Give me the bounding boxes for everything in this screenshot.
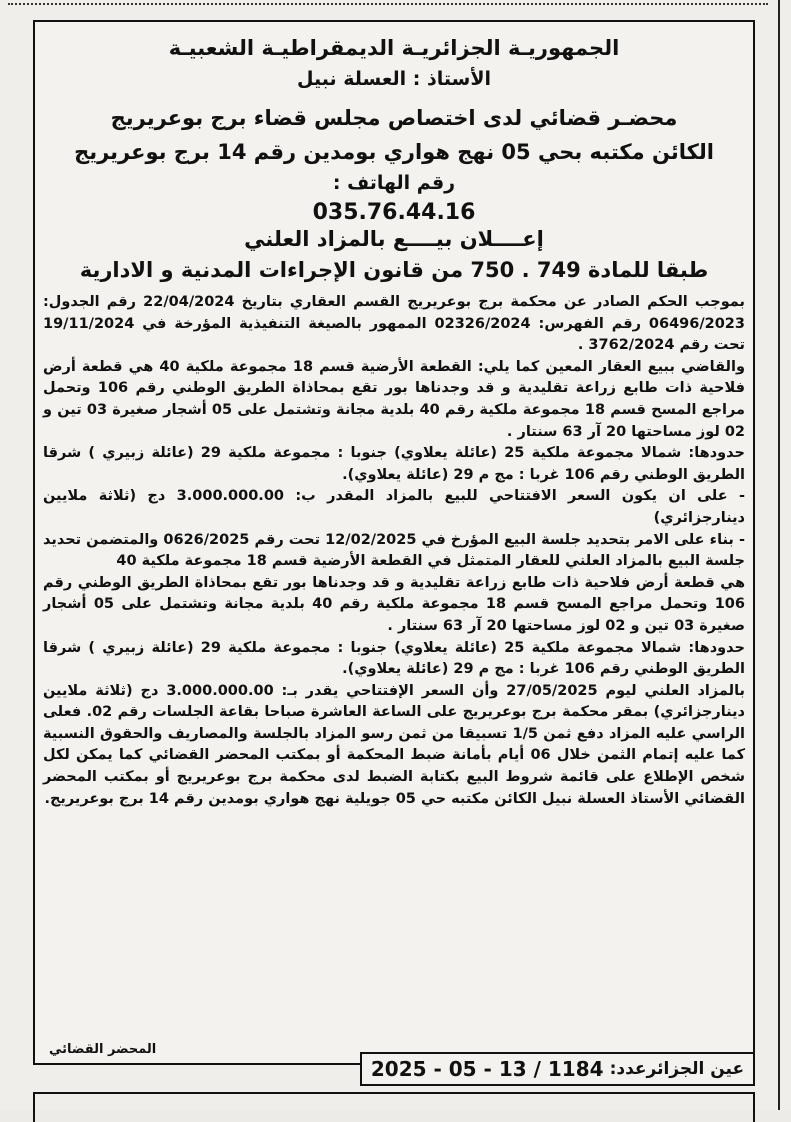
top-dotted-rule [8, 3, 768, 5]
sale-session-order: - بناء على الامر بتحديد جلسة البيع المؤرخ في 12/02/2025 تحت رقم 0626/2025 والمتضمن تحديد جلسة البيع بالمزاد العلني للعقار المتمثل في القطعة الأرضية قسم 18 مجموعة ملكية 40 [43, 531, 745, 570]
notice-body [43, 292, 745, 810]
notice-title: إعــــلان بيــــع بالمزاد العلني [244, 227, 544, 251]
property-description: والقاضي ببيع العقار المعين كما يلي: القطعة الأرضية قسم 18 مجموعة ملكية 40 هي قطعة أرض فلاحية ذات طابع زراعة تقليدية و قد وجدناها بور تقع بمحاذاة الطريق الوطني رقم 106 وتحمل مراجع المسح قسم 18 مجموعة ملكية رقم 40 بلدية مجانة وتشتمل على 05 أشجار صغيرة 03 تين و 02 لوز مساحتها 20 آر 63 سنتار . [43, 358, 746, 440]
phone-label: رقم الهاتف : [332, 172, 456, 194]
reference-number: 2025 - 05 - 13 / 1184 [370, 1057, 604, 1081]
phone-number: 035.76.44.16 [312, 200, 476, 225]
signature: المحضر القضائي [49, 1042, 157, 1057]
judgment-paragraph: بموجب الحكم الصادر عن محكمة برج بوعريريج القسم العقاري بتاريخ 22/04/2024 رقم الجدول: 06496/2023 رقم الفهرس: 02326/2024 الممهور بالصيغة التنفيذية المؤرخة في 19/11/2024 تحت رقم 3762/2024 . [43, 294, 745, 354]
column-rule [778, 0, 780, 1110]
next-notice-box [33, 1092, 755, 1122]
property-boundaries-repeat: حدودها: شمالا مجموعة ملكية 25 (عائلة يعلاوي) جنوبا : مجموعة ملكية 29 (عائلة زبيري ) شرقا الطريق الوطني رقم 106 غربا : مج م 29 (عائلة يعلاوي). [43, 639, 745, 678]
office-address: الكائن مكتبه بحي 05 نهج هواري بومدين رقم 14 برج بوعريريج [74, 140, 714, 164]
auction-terms: بالمزاد العلني ليوم 27/05/2025 وأن السعر الإفتتاحي يقدر بـ: 3.000.000.00 دج (ثلاثة ملايين دينارجزائري) بمقر محكمة برج بوعريريج على الساعة العاشرة صباحا بقاعة الجلسات رقم 02. فعلى الراسي عليه المزاد دفع ثمن 1/5 تسبيقا من ثمن رسو المزاد بالجلسة والمصاريف والحقوق النسبية كما عليه إتمام الثمن خلال 06 أيام بأمانة ضبط المحكمة أو بمكتب المحضر القضائي كما يمكن لكل شخص الإطلاع على قائمة شروط البيع بكتابة الضبط لدى محكمة برج بوعريريج أو بمكتب المحضر القضائي الأستاذ العسلة نبيل الكائن مكتبه حي 05 جويلية نهج هواري بومدين رقم 14 برج بوعريريج. [43, 682, 746, 807]
property-description-repeat: هي قطعة أرض فلاحية ذات طابع زراعة تقليدية و قد وجدناها بور تقع بمحاذاة الطريق الوطني رقم 106 وتحمل مراجع المسح قسم 18 مجموعة ملكية رقم 40 بلدية مجانة وتشتمل على 05 أشجار صغيرة 03 تين و 02 لوز مساحتها 20 آر 63 سنتار . [43, 574, 745, 634]
opening-price: - على ان يكون السعر الافتتاحي للبيع بالمزاد المقدر ب: 3.000.000.00 دج (ثلاثة ملايين دينارجزائري) [43, 488, 745, 526]
reference-label: عين الجزائرعدد: [609, 1059, 745, 1079]
bailiff-jurisdiction: محضـر قضائي لدى اختصاص مجلس قضاء برج بوعريريج [110, 106, 678, 130]
bailiff-name: الأستاذ : العسلة نبيل [296, 68, 492, 90]
legal-basis: طبقا للمادة 749 . 750 من قانون الإجراءات المدنية و الادارية [79, 258, 709, 282]
property-boundaries: حدودها: شمالا مجموعة ملكية 25 (عائلة يعلاوي) جنوبا : مجموعة ملكية 29 (عائلة زبيري ) شرقا الطريق الوطني رقم 106 غربا : مج م 29 (عائلة يعلاوي). [43, 445, 745, 483]
republic-title: الجمهوريـة الجزائريـة الديمقراطيـة الشعبيـة [168, 36, 620, 60]
publication-reference [360, 1052, 755, 1086]
legal-notice-box [33, 20, 755, 1065]
